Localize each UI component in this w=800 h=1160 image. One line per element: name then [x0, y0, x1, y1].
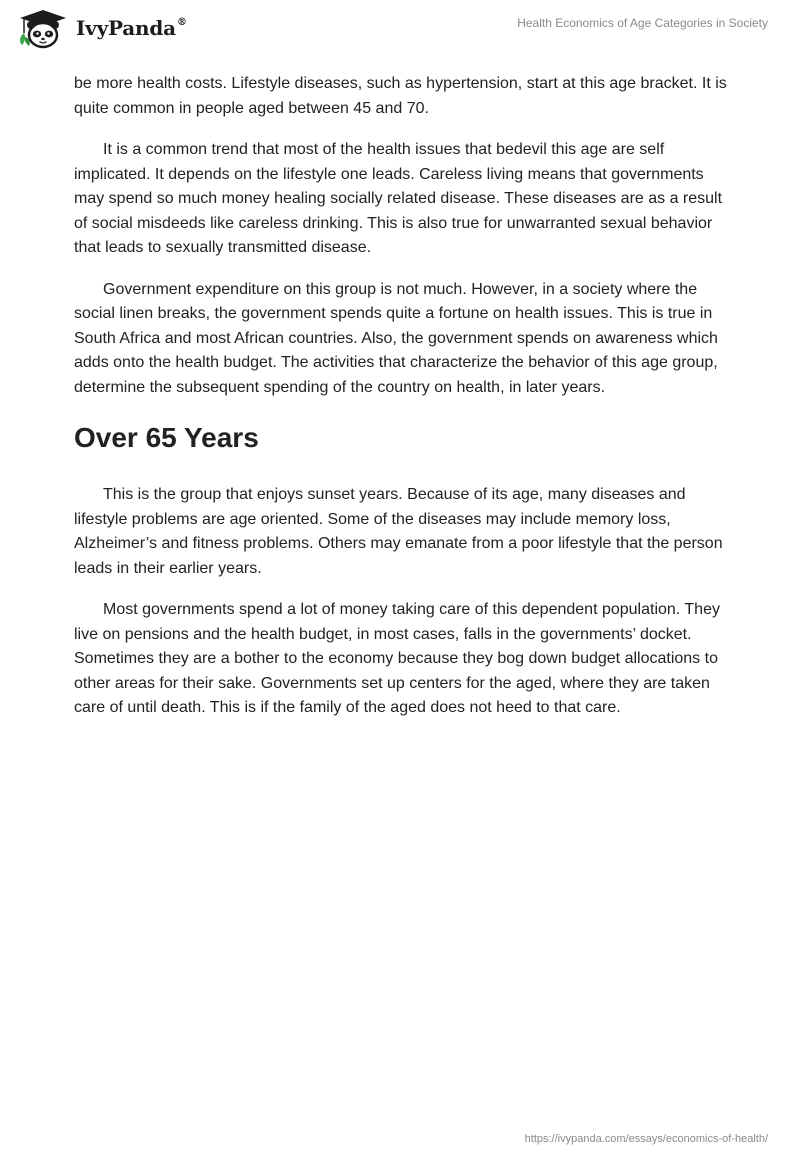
paragraph: This is the group that enjoys sunset years. Because of its age, many diseases and lifestyle problems are age oriented. Some of the diseases may include memory loss, Alzheimer’s and fitness problems. Others may emanate from a poor lifestyle that the person leads in their earlier years.: [74, 486, 723, 577]
paragraph: It is a common trend that most of the health issues that bedevil this age are self implicated. It depends on the lifestyle one leads. Careless living means that governments may spend so much money healing socially related disease. These diseases are as a result of social misdeeds like careless drinking. This is also true for unwarranted sexual behavior that leads to sexually transmitted disease.: [74, 141, 723, 256]
ivypanda-logo[interactable]: [16, 9, 187, 49]
paragraph: Government expenditure on this group is not much. However, in a society where the social linen breaks, the government spends quite a fortune on health issues. This is true in South Africa and most African countries. Also, the government spends on awareness which adds onto the health budget. The activities that characterize the behavior of this age group, determine the subsequent spending of the country on health, in later years.: [74, 280, 718, 396]
essay-content: [74, 72, 734, 738]
section-heading: Over 65 Years: [74, 422, 259, 453]
paragraph: be more health costs. Lifestyle diseases, such as hypertension, start at this age bracket. It is quite common in people aged between 45 and 70.: [74, 75, 727, 117]
document-title: Health Economics of Age Categories in Society: [517, 16, 768, 30]
page-header: [0, 0, 800, 64]
panda-graduate-icon: [16, 9, 70, 49]
paragraph: Most governments spend a lot of money taking care of this dependent population. They live on pensions and the health budget, in most cases, falls in the governments’ docket. Sometimes they are a bother to the economy because they bog down budget allocations to other areas for their sake. Governments set up centers for the aged, where they are taken care of until death. This is if the family of the aged does not heed to that care.: [74, 601, 720, 716]
source-url-link[interactable]: https://ivypanda.com/essays/economics-of-health/: [524, 1133, 768, 1145]
brand-name: IvyPanda®: [76, 16, 187, 40]
